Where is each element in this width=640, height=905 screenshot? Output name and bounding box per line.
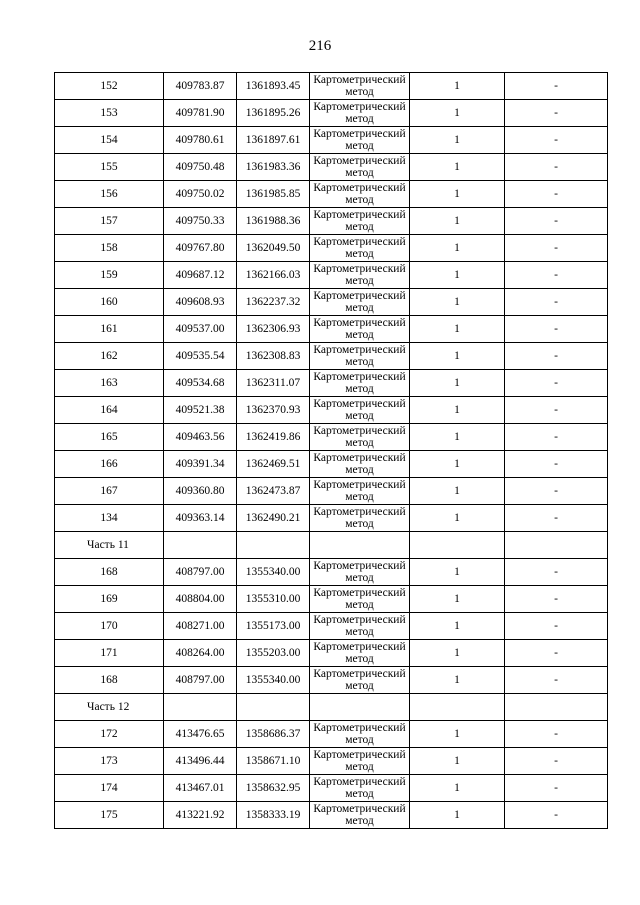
table-row (55, 613, 608, 640)
note-cell: - (505, 154, 608, 181)
coordinates-table (54, 72, 608, 829)
point-id-cell: 167 (55, 478, 164, 505)
accuracy-cell: 1 (410, 316, 505, 343)
y-coordinate-cell: 1361897.61 (237, 127, 310, 154)
point-id-cell: 169 (55, 586, 164, 613)
method-cell: Картометрический метод (310, 667, 410, 694)
x-coordinate-cell: 409750.33 (164, 208, 237, 235)
section-label: Часть 11 (55, 532, 164, 559)
method-cell: Картометрический метод (310, 802, 410, 829)
note-cell: - (505, 775, 608, 802)
note-cell: - (505, 802, 608, 829)
note-cell: - (505, 721, 608, 748)
x-coordinate-cell: 409750.48 (164, 154, 237, 181)
y-coordinate-cell: 1355340.00 (237, 559, 310, 586)
note-cell: - (505, 181, 608, 208)
point-id-cell: 152 (55, 73, 164, 100)
x-coordinate-cell: 409783.87 (164, 73, 237, 100)
point-id-cell: 172 (55, 721, 164, 748)
table-row (55, 181, 608, 208)
point-id-cell: 155 (55, 154, 164, 181)
point-id-cell: 164 (55, 397, 164, 424)
point-id-cell: 157 (55, 208, 164, 235)
x-coordinate-cell: 408271.00 (164, 613, 237, 640)
accuracy-cell: 1 (410, 100, 505, 127)
y-coordinate-cell: 1362237.32 (237, 289, 310, 316)
note-cell: - (505, 478, 608, 505)
x-coordinate-cell: 413496.44 (164, 748, 237, 775)
accuracy-cell: 1 (410, 397, 505, 424)
note-cell: - (505, 316, 608, 343)
method-cell: Картометрический метод (310, 100, 410, 127)
method-cell: Картометрический метод (310, 748, 410, 775)
point-id-cell: 173 (55, 748, 164, 775)
x-coordinate-cell: 413467.01 (164, 775, 237, 802)
x-coordinate-cell: 409781.90 (164, 100, 237, 127)
point-id-cell: 159 (55, 262, 164, 289)
accuracy-cell: 1 (410, 667, 505, 694)
table-row (55, 478, 608, 505)
note-cell: - (505, 289, 608, 316)
method-cell: Картометрический метод (310, 613, 410, 640)
table-row (55, 127, 608, 154)
section-row (55, 532, 608, 559)
y-coordinate-cell: 1358686.37 (237, 721, 310, 748)
x-coordinate-cell: 409463.56 (164, 424, 237, 451)
point-id-cell: 175 (55, 802, 164, 829)
point-id-cell: 162 (55, 343, 164, 370)
empty-cell (410, 532, 505, 559)
y-coordinate-cell: 1362469.51 (237, 451, 310, 478)
empty-cell (505, 694, 608, 721)
x-coordinate-cell: 413221.92 (164, 802, 237, 829)
point-id-cell: 174 (55, 775, 164, 802)
x-coordinate-cell: 408797.00 (164, 667, 237, 694)
method-cell: Картометрический метод (310, 775, 410, 802)
x-coordinate-cell: 409534.68 (164, 370, 237, 397)
note-cell: - (505, 235, 608, 262)
page-number: 216 (308, 38, 332, 54)
table-row (55, 775, 608, 802)
empty-cell (164, 532, 237, 559)
y-coordinate-cell: 1355310.00 (237, 586, 310, 613)
note-cell: - (505, 505, 608, 532)
accuracy-cell: 1 (410, 802, 505, 829)
table-row (55, 343, 608, 370)
y-coordinate-cell: 1358632.95 (237, 775, 310, 802)
method-cell: Картометрический метод (310, 640, 410, 667)
y-coordinate-cell: 1361985.85 (237, 181, 310, 208)
accuracy-cell: 1 (410, 748, 505, 775)
method-cell: Картометрический метод (310, 181, 410, 208)
note-cell: - (505, 451, 608, 478)
point-id-cell: 170 (55, 613, 164, 640)
method-cell: Картометрический метод (310, 451, 410, 478)
y-coordinate-cell: 1362311.07 (237, 370, 310, 397)
table-row (55, 424, 608, 451)
note-cell: - (505, 127, 608, 154)
method-cell: Картометрический метод (310, 505, 410, 532)
x-coordinate-cell: 408804.00 (164, 586, 237, 613)
accuracy-cell: 1 (410, 451, 505, 478)
table-row (55, 316, 608, 343)
x-coordinate-cell: 409360.80 (164, 478, 237, 505)
accuracy-cell: 1 (410, 721, 505, 748)
method-cell: Картометрический метод (310, 343, 410, 370)
note-cell: - (505, 343, 608, 370)
method-cell: Картометрический метод (310, 559, 410, 586)
table-row (55, 640, 608, 667)
note-cell: - (505, 559, 608, 586)
table-row (55, 748, 608, 775)
y-coordinate-cell: 1362306.93 (237, 316, 310, 343)
accuracy-cell: 1 (410, 559, 505, 586)
y-coordinate-cell: 1355340.00 (237, 667, 310, 694)
accuracy-cell: 1 (410, 478, 505, 505)
accuracy-cell: 1 (410, 181, 505, 208)
x-coordinate-cell: 409521.38 (164, 397, 237, 424)
point-id-cell: 154 (55, 127, 164, 154)
note-cell: - (505, 370, 608, 397)
accuracy-cell: 1 (410, 640, 505, 667)
note-cell: - (505, 424, 608, 451)
note-cell: - (505, 640, 608, 667)
note-cell: - (505, 748, 608, 775)
empty-cell (237, 694, 310, 721)
point-id-cell: 161 (55, 316, 164, 343)
x-coordinate-cell: 409750.02 (164, 181, 237, 208)
accuracy-cell: 1 (410, 262, 505, 289)
accuracy-cell: 1 (410, 613, 505, 640)
accuracy-cell: 1 (410, 154, 505, 181)
table-row (55, 154, 608, 181)
table-row (55, 802, 608, 829)
y-coordinate-cell: 1362370.93 (237, 397, 310, 424)
method-cell: Картометрический метод (310, 235, 410, 262)
section-row (55, 694, 608, 721)
table-row (55, 721, 608, 748)
y-coordinate-cell: 1362308.83 (237, 343, 310, 370)
empty-cell (505, 532, 608, 559)
point-id-cell: 166 (55, 451, 164, 478)
y-coordinate-cell: 1361988.36 (237, 208, 310, 235)
table-row (55, 505, 608, 532)
accuracy-cell: 1 (410, 370, 505, 397)
table-row (55, 559, 608, 586)
empty-cell (310, 532, 410, 559)
method-cell: Картометрический метод (310, 262, 410, 289)
point-id-cell: 134 (55, 505, 164, 532)
accuracy-cell: 1 (410, 343, 505, 370)
note-cell: - (505, 73, 608, 100)
x-coordinate-cell: 409780.61 (164, 127, 237, 154)
accuracy-cell: 1 (410, 235, 505, 262)
note-cell: - (505, 667, 608, 694)
point-id-cell: 168 (55, 559, 164, 586)
y-coordinate-cell: 1355203.00 (237, 640, 310, 667)
point-id-cell: 156 (55, 181, 164, 208)
table-row (55, 262, 608, 289)
table-row (55, 208, 608, 235)
note-cell: - (505, 100, 608, 127)
accuracy-cell: 1 (410, 208, 505, 235)
y-coordinate-cell: 1361893.45 (237, 73, 310, 100)
table-row (55, 100, 608, 127)
accuracy-cell: 1 (410, 586, 505, 613)
y-coordinate-cell: 1358671.10 (237, 748, 310, 775)
point-id-cell: 163 (55, 370, 164, 397)
point-id-cell: 158 (55, 235, 164, 262)
x-coordinate-cell: 409535.54 (164, 343, 237, 370)
method-cell: Картометрический метод (310, 73, 410, 100)
x-coordinate-cell: 409391.34 (164, 451, 237, 478)
empty-cell (310, 694, 410, 721)
accuracy-cell: 1 (410, 73, 505, 100)
accuracy-cell: 1 (410, 424, 505, 451)
y-coordinate-cell: 1358333.19 (237, 802, 310, 829)
table-row (55, 667, 608, 694)
table-body (55, 73, 608, 829)
method-cell: Картометрический метод (310, 370, 410, 397)
method-cell: Картометрический метод (310, 208, 410, 235)
empty-cell (410, 694, 505, 721)
method-cell: Картометрический метод (310, 127, 410, 154)
section-label: Часть 12 (55, 694, 164, 721)
x-coordinate-cell: 409767.80 (164, 235, 237, 262)
y-coordinate-cell: 1361983.36 (237, 154, 310, 181)
method-cell: Картометрический метод (310, 397, 410, 424)
x-coordinate-cell: 409687.12 (164, 262, 237, 289)
x-coordinate-cell: 408797.00 (164, 559, 237, 586)
point-id-cell: 160 (55, 289, 164, 316)
note-cell: - (505, 262, 608, 289)
x-coordinate-cell: 409537.00 (164, 316, 237, 343)
x-coordinate-cell: 408264.00 (164, 640, 237, 667)
method-cell: Картометрический метод (310, 154, 410, 181)
y-coordinate-cell: 1362166.03 (237, 262, 310, 289)
y-coordinate-cell: 1362490.21 (237, 505, 310, 532)
method-cell: Картометрический метод (310, 289, 410, 316)
note-cell: - (505, 613, 608, 640)
y-coordinate-cell: 1362049.50 (237, 235, 310, 262)
point-id-cell: 153 (55, 100, 164, 127)
accuracy-cell: 1 (410, 775, 505, 802)
table-row (55, 451, 608, 478)
x-coordinate-cell: 413476.65 (164, 721, 237, 748)
x-coordinate-cell: 409363.14 (164, 505, 237, 532)
method-cell: Картометрический метод (310, 424, 410, 451)
table-row (55, 370, 608, 397)
table-row (55, 586, 608, 613)
method-cell: Картометрический метод (310, 586, 410, 613)
accuracy-cell: 1 (410, 127, 505, 154)
table-row (55, 397, 608, 424)
note-cell: - (505, 208, 608, 235)
method-cell: Картометрический метод (310, 721, 410, 748)
y-coordinate-cell: 1361895.26 (237, 100, 310, 127)
note-cell: - (505, 397, 608, 424)
method-cell: Картометрический метод (310, 316, 410, 343)
note-cell: - (505, 586, 608, 613)
y-coordinate-cell: 1355173.00 (237, 613, 310, 640)
point-id-cell: 171 (55, 640, 164, 667)
y-coordinate-cell: 1362473.87 (237, 478, 310, 505)
empty-cell (164, 694, 237, 721)
point-id-cell: 165 (55, 424, 164, 451)
accuracy-cell: 1 (410, 289, 505, 316)
accuracy-cell: 1 (410, 505, 505, 532)
table-row (55, 73, 608, 100)
y-coordinate-cell: 1362419.86 (237, 424, 310, 451)
empty-cell (237, 532, 310, 559)
method-cell: Картометрический метод (310, 478, 410, 505)
table-row (55, 289, 608, 316)
point-id-cell: 168 (55, 667, 164, 694)
table-row (55, 235, 608, 262)
x-coordinate-cell: 409608.93 (164, 289, 237, 316)
